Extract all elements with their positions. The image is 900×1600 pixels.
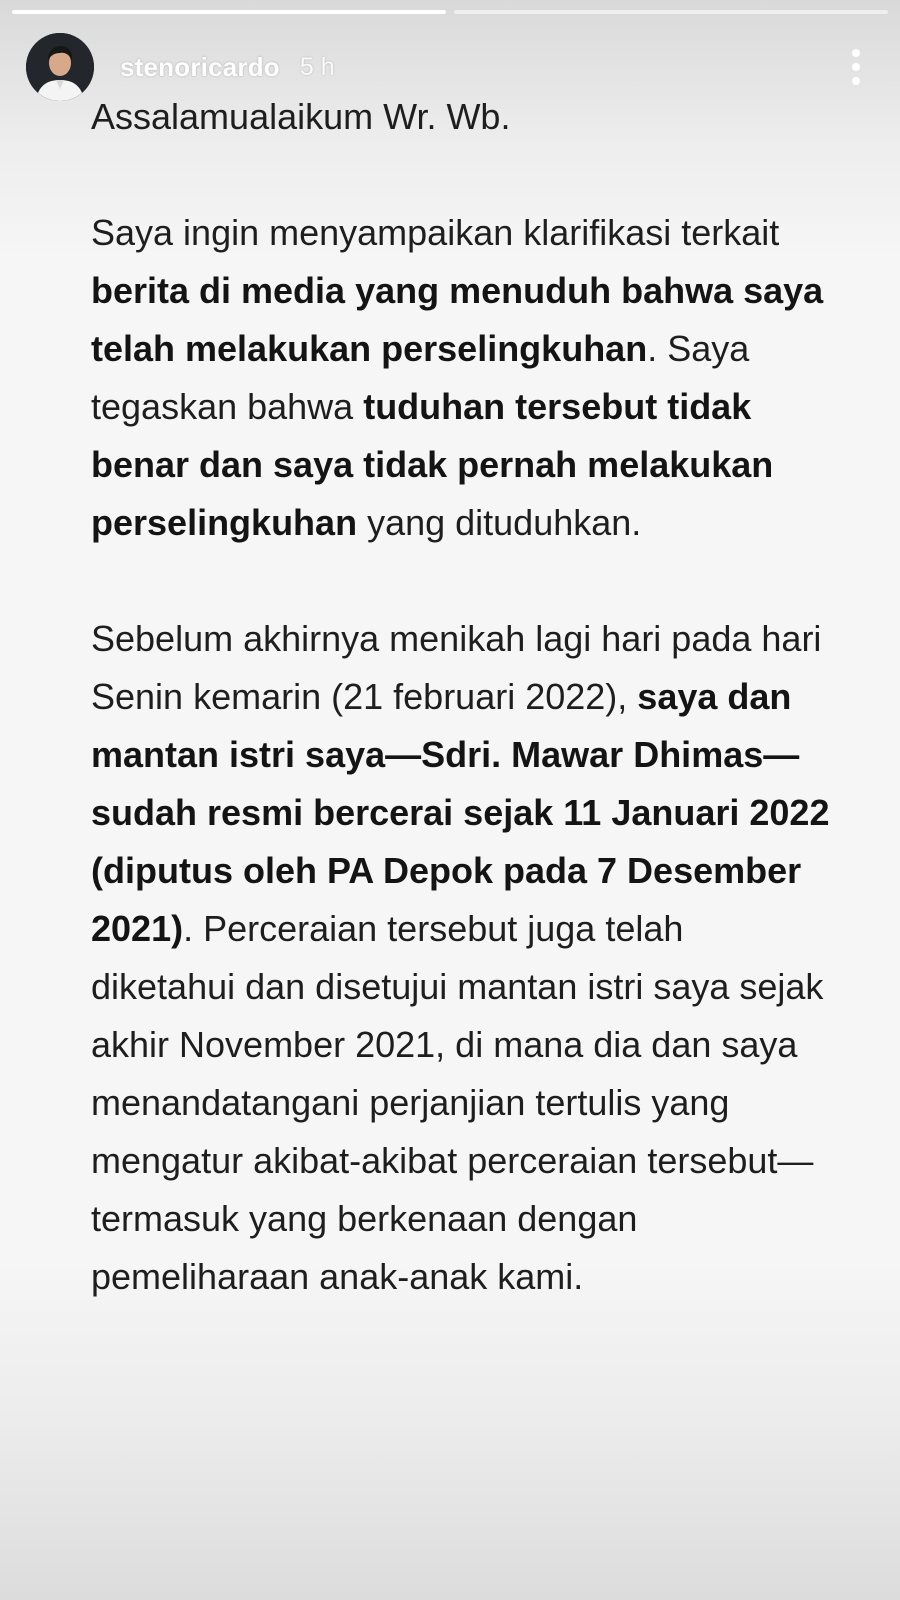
paragraph-text: . Perceraian tersebut juga telah diketahui dan disetujui mantan istri saya sejak akhir November 2021, di mana dia dan saya menandatangani perjanjian tertulis yang mengatur akibat-akibat perceraian tersebut—termasuk yang berkenaan dengan pemeliharaan anak-anak kami. [91, 908, 824, 1297]
clarification-paragraph [91, 204, 830, 552]
bold-text: saya dan mantan istri saya—Sdri. Mawar Dhimas—sudah resmi bercerai sejak 11 Januari 2022 (diputus oleh PA Depok pada 7 Desember 2021) [91, 676, 830, 949]
paragraph-text: Saya ingin menyampaikan klarifikasi terkait [91, 212, 780, 253]
paragraph-text: yang dituduhkan. [357, 502, 642, 543]
avatar[interactable] [26, 33, 94, 101]
more-options-button[interactable] [838, 42, 874, 92]
more-vertical-icon [851, 47, 861, 87]
username[interactable]: stenoricardo [120, 51, 280, 82]
bold-text: tuduhan tersebut tidak benar dan saya tidak pernah melakukan perselingkuhan [91, 386, 774, 543]
profile-avatar-icon [26, 33, 94, 101]
story-progress-bar [12, 10, 888, 14]
paragraph-text: . Saya tegaskan bahwa [91, 328, 750, 427]
greeting-paragraph: Assalamualaikum Wr. Wb. [91, 96, 511, 137]
progress-segment-2 [454, 10, 888, 14]
divorce-paragraph [91, 610, 830, 1306]
paragraph-text: Sebelum akhirnya menikah lagi hari pada hari Senin kemarin (21 februari 2022), [91, 618, 822, 717]
story-text-content [91, 88, 830, 1306]
post-timestamp: 5 h [299, 52, 335, 81]
bold-text: berita di media yang menuduh bahwa saya telah melakukan perselingkuhan [91, 270, 824, 369]
progress-segment-1 [12, 10, 446, 14]
progress-fill-1 [12, 10, 446, 14]
